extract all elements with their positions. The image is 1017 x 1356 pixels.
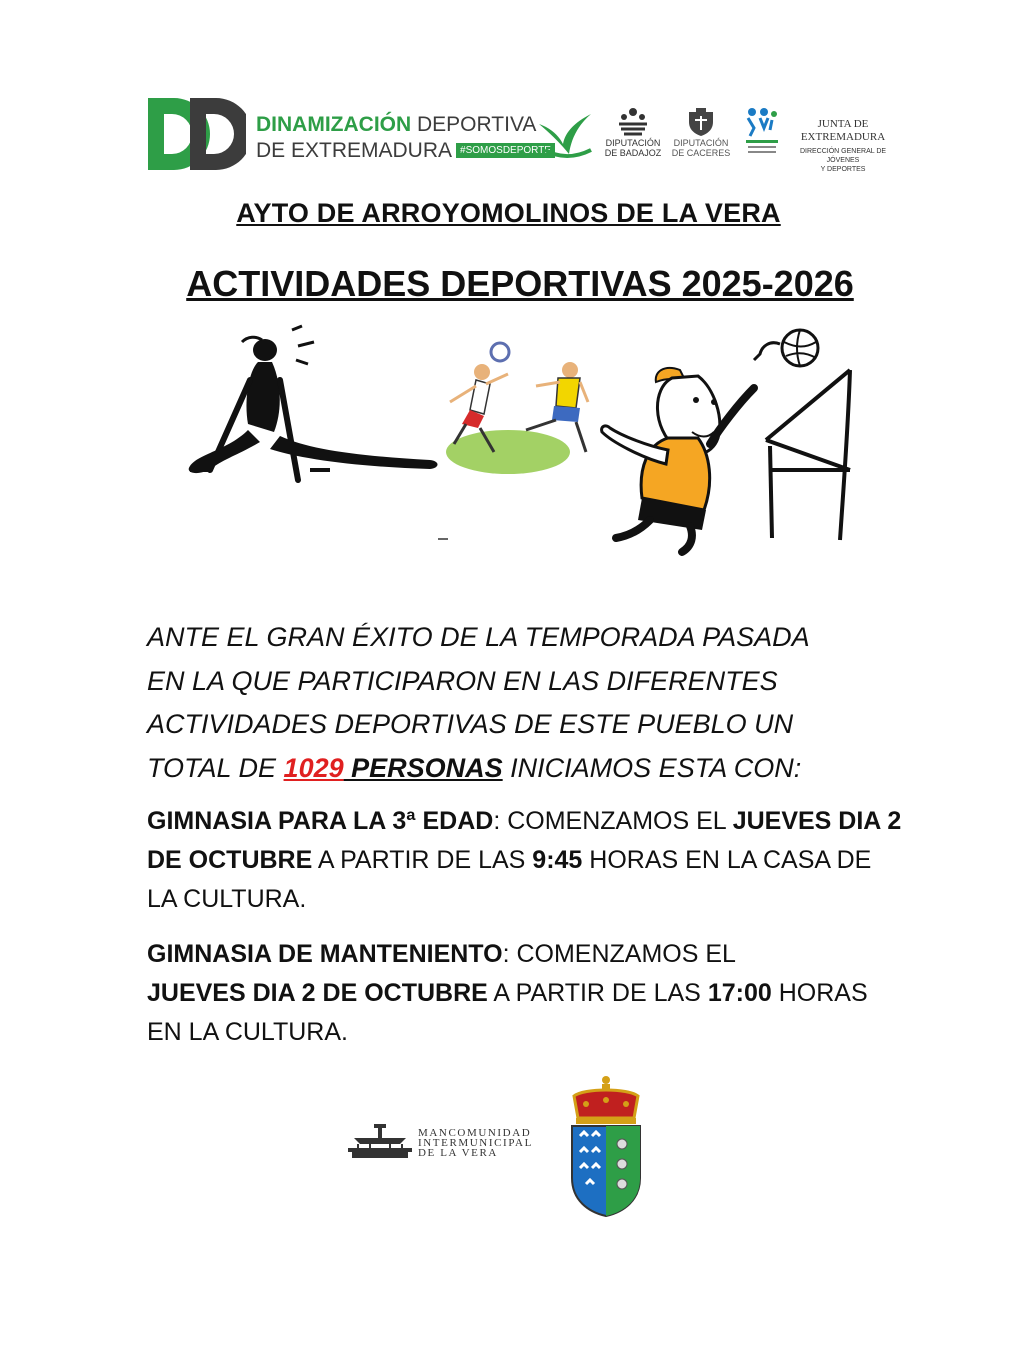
intro-line-4-a: TOTAL DE [147,752,284,783]
intro-line-2: EN LA QUE PARTICIPARON EN LAS DIFERENTES [147,665,778,696]
dd-line1-a: DINAMIZACIÓN [256,113,412,136]
town-coat-of-arms-icon [566,1074,646,1218]
stretching-woman-icon [189,326,438,480]
activity-text-1: : COMENZAMOS EL [502,940,736,968]
activity-name: GIMNASIA DE MANTENIENTO [147,940,503,968]
junta-line2: DIRECCIÓN GENERAL DE JÓVENES [799,148,887,164]
header-logo-bar [140,92,900,174]
soccer-kids-icon [446,343,588,474]
dd-hashtag: #SOMOSDEPORTE [456,143,555,158]
intro-line-1: ANTE EL GRAN ÉXITO DE LA TEMPORADA PASADA [147,622,810,652]
junta-line1: JUNTA DE EXTREMADURA [800,118,886,143]
activity-text-2: A PARTIR DE LAS [487,979,708,1007]
caceres-line2: DE CACERES [671,148,731,158]
volleyball-player-icon [602,330,850,552]
activity-text-2: A PARTIR DE LAS [312,846,533,874]
dd-line1-b: DEPORTIVA [417,113,537,136]
activity-time: 17:00 [707,979,772,1007]
activity-name: GIMNASIA PARA LA 3ª EDAD [147,807,494,835]
participant-count: 1029 [283,752,344,783]
intro-line-4 [147,747,927,791]
diputacion-badajoz-logo [602,106,664,158]
intro-personas: PERSONAS [343,752,503,783]
town-title: AYTO DE ARROYOMOLINOS DE LA VERA [236,198,781,228]
intro-line-3: ACTIVIDADES DEPORTIVAS DE ESTE PUEBLO UN [147,709,794,739]
activity-day: JUEVES DIA 2 DE OCTUBRE [147,807,902,874]
junta-line3: Y DEPORTES [820,166,866,173]
badajoz-crest-icon [616,106,650,136]
intro-line-4-c: INICIAMOS ESTA CON: [502,752,802,783]
sports-illustrations [180,320,880,560]
caceres-crest-icon [684,106,718,136]
activity-day: JUEVES DIA 2 DE OCTUBRE [147,979,488,1007]
activity-text-1: : COMENZAMOS EL [493,807,733,835]
diputacion-caceres-logo [670,106,732,158]
badajoz-line1: DIPUTACIÓN [605,138,661,148]
mancomunidad-line-3: DE LA VERA [418,1147,498,1159]
dd-logo-text [256,112,555,164]
youth-sports-logo-icon [742,106,782,158]
mancomunidad-fountain-icon [344,1120,416,1160]
activities-title: ACTIVIDADES DEPORTIVAS 2025-2026 [186,263,854,304]
badajoz-line2: DE BADAJOZ [604,148,662,158]
activity-item [147,802,907,919]
mancomunidad-line-1: MANCOMUNIDAD [418,1127,532,1139]
junta-extremadura-logo [788,118,898,174]
footer-logos [330,1070,670,1220]
mancomunidad-line-2: INTERMUNICIPAL [418,1137,533,1149]
activity-time: 9:45 [532,846,583,874]
activity-text-3: HORAS EN LA CASA DE LA CULTURA. [147,846,872,913]
mancomunidad-text [418,1128,533,1158]
bird-logo-icon [535,110,597,160]
caceres-line1: DIPUTACIÓN [673,138,729,148]
dd-line2: DE EXTREMADURA [256,139,453,162]
intro-paragraph [147,616,927,790]
dd-logo-icon [146,96,246,172]
activity-item [147,935,907,1052]
activity-text-3: HORAS EN LA CULTURA. [147,979,868,1046]
